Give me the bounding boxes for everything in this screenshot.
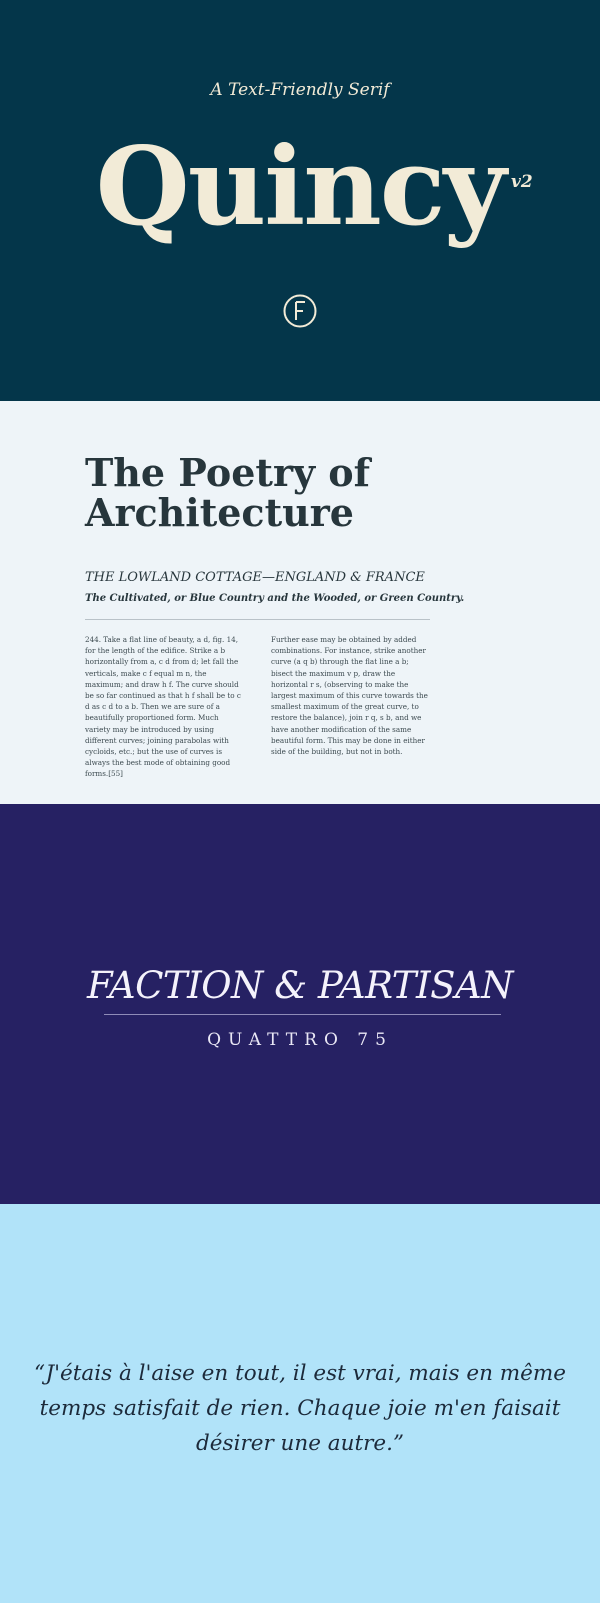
edition-label: QUATTRO 75 xyxy=(207,1030,393,1050)
version-label: v2 xyxy=(511,172,533,192)
specimen-heading: The Poetry of Architecture xyxy=(85,450,370,535)
brand-wordmark: FACTION & PARTISAN xyxy=(86,964,514,1007)
divider xyxy=(104,1014,501,1015)
body-column-left: 244. Take a flat line of beauty, a d, fig. 14, for the length of the edifice. Strike a b horizontally from a, c d from d; let fall the verticals, make c f equal m n, the maximum; and draw h f. The curve should be so far continued as that h f shall be to c d as c d to a b. Then we are sure of a beautifully proportioned form. Much variety may be introduced by using different curves; joining parabolas with cycloids, etc.; but the use of curves is always the best mode of obtaining good forms.[55] xyxy=(85,635,241,779)
specimen-description: The Cultivated, or Blue Country and the Wooded, or Green Country. xyxy=(85,593,465,604)
logotype-panel xyxy=(0,804,600,1204)
quote-panel xyxy=(0,1204,600,1603)
specimen-panel xyxy=(0,401,600,804)
specimen-subheading: THE LOWLAND COTTAGE—ENGLAND & FRANCE xyxy=(85,570,425,585)
body-column-right: Further ease may be obtained by added combinations. For instance, strike another curve (a q b) through the flat line a b; bisect the maximum v p, draw the horizontal r s, (observing to make the largest maximum of this curve towards the smallest maximum of the great curve, to restore the balance), join r q, s b, and we have another modification of the same beautiful form. This may be done in either side of the building, but not in both. xyxy=(271,635,428,757)
font-name-title: Quincy xyxy=(95,124,505,250)
foundry-logo-icon xyxy=(282,293,318,329)
quote-text: “J'étais à l'aise en tout, il est vrai, mais en même temps satisfait de rien. Chaque joie m'en faisait désirer une autre.” xyxy=(34,1361,566,1456)
tagline: A Text-Friendly Serif xyxy=(210,80,390,100)
divider xyxy=(85,619,430,620)
hero-panel xyxy=(0,0,600,401)
